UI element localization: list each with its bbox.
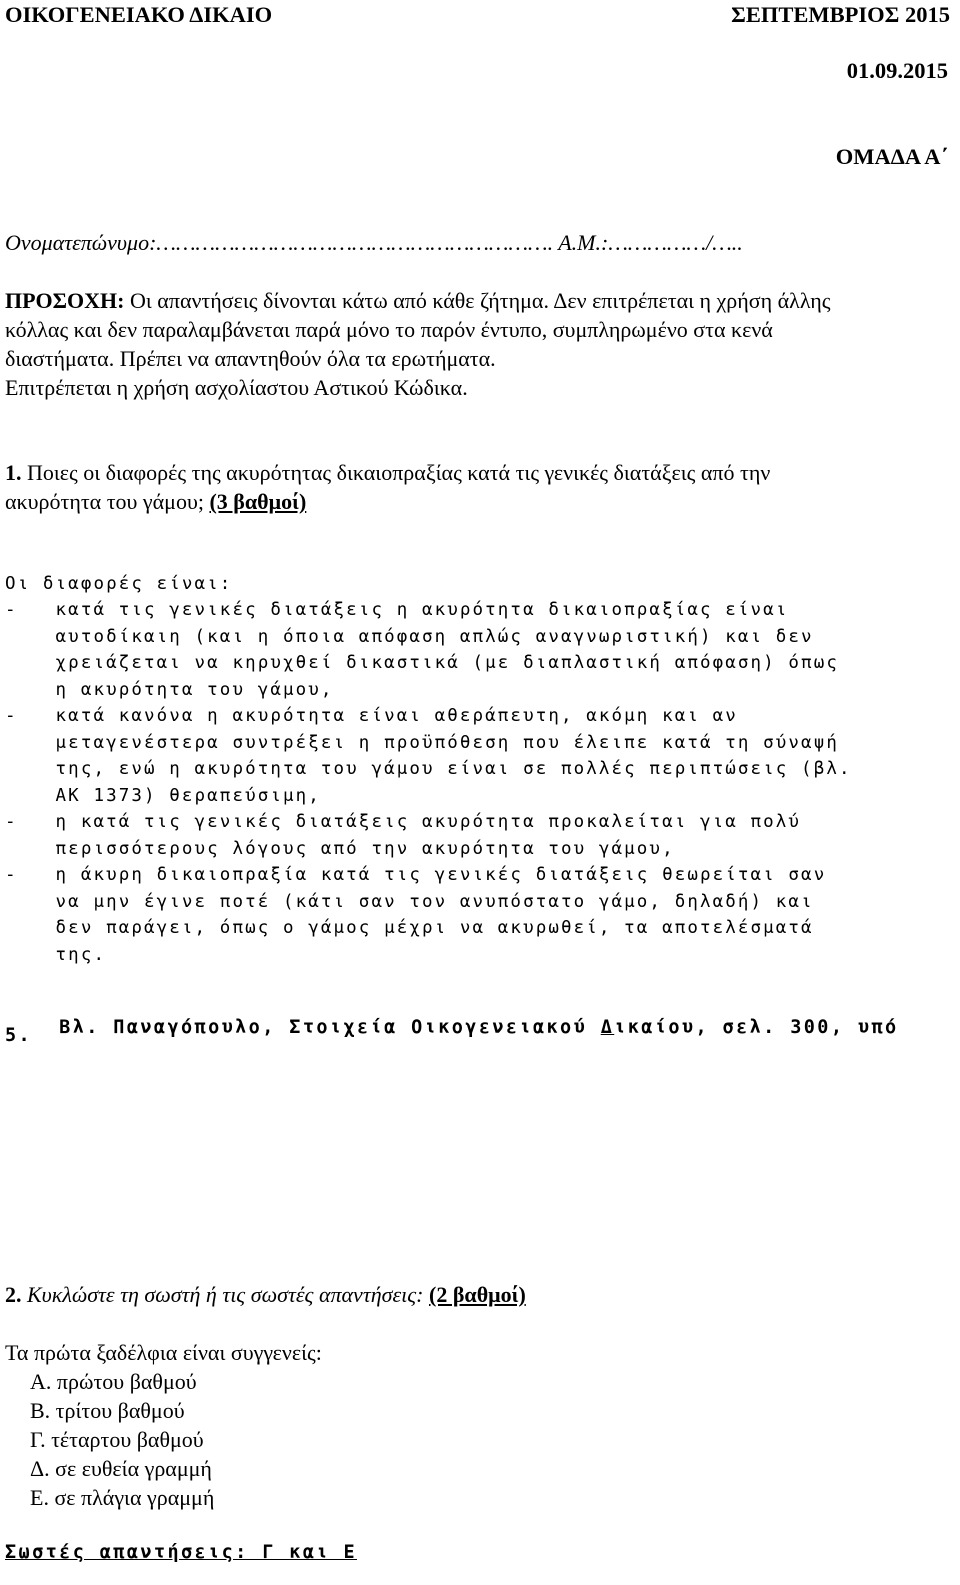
exam-date: 01.09.2015 [846,58,948,83]
q1-text-2: ακυρότητα του γάμου; [5,489,210,514]
q2-points: (2 βαθμοί) [429,1282,526,1307]
exam-month: ΣΕΠΤΕΜΒΡΙΟΣ 2015 [731,2,950,27]
student-name-field: Ονοματεπώνυμο:……………………………………………………. Α.Μ.:……………/….. [5,230,743,255]
q1-answer-line: μεταγενέστερα συντρέξει η προϋπόθεση που έλειπε κατά τη σύναψή [5,732,839,753]
notice-line-4: Επιτρέπεται η χρήση ασχολίαστου Αστικού Κώδικα. [5,375,468,400]
q2-number: 2. [5,1282,22,1307]
q2-instruction: Κυκλώστε τη σωστή ή τις σωστές απαντήσεις: [21,1282,429,1307]
q1-reference-rest: ικαίου, σελ. 300, υπό [614,1017,899,1038]
group-label: ΟΜΑΔΑ Α΄ [835,144,948,169]
q1-text-1: Ποιες οι διαφορές της ακυρότητας δικαιοπραξίας κατά τις γενικές διατάξεις από την [21,460,771,485]
q2-option-e: Ε. σε πλάγια γραμμή [30,1485,215,1510]
notice-line-1 [5,288,831,314]
q1-answer-line: χρειάζεται να κηρυχθεί δικαστικά (με διαπλαστική απόφαση) όπως [5,653,839,673]
q2-answer: Σωστές απαντήσεις: Γ και Ε [5,1542,357,1563]
q1-answer-line: - κατά κανόνα η ακυρότητα είναι αθεράπευτη, ακόμη και αν [5,706,738,726]
q1-answer-line: της. [5,944,107,965]
q1-reference [5,996,899,1059]
q1-line-1 [5,460,770,486]
q2-option-c: Γ. τέταρτου βαθμού [30,1427,204,1452]
q2-stem: Τα πρώτα ξαδέλφια είναι συγγενείς: [5,1340,322,1365]
q1-answer-line: - η κατά τις γενικές διατάξεις ακυρότητα προκαλείται για πολύ [5,812,802,832]
q1-answer-line: η ακυρότητα του γάμου, [5,679,334,700]
q1-answer-line: της, ενώ η ακυρότητα του γάμου είναι σε πολλές περιπτώσεις (βλ. [5,759,852,779]
q1-answer-line: να μην έγινε ποτέ (κάτι σαν τον ανυπόστατο γάμο, δηλαδή) και [5,891,814,912]
q1-answer-line: ΑΚ 1373) θεραπεύσιμη, [5,785,321,806]
q1-line-2 [5,489,306,515]
notice-text-1: Οι απαντήσεις δίνονται κάτω από κάθε ζήτημα. Δεν επιτρέπεται η χρήση άλλης [124,288,831,313]
q1-answer-line: δεν παράγει, όπως ο γάμος μέχρι να ακυρωθεί, τα αποτελέσματά [5,918,814,938]
notice-label: ΠΡΟΣΟΧΗ: [5,288,125,313]
q1-answer-line: - η άκυρη δικαιοπραξία κατά τις γενικές διατάξεις θεωρείται σαν [5,865,827,885]
q1-points: (3 βαθμοί) [209,489,307,514]
q1-reference-underlined: Δ [600,1017,615,1038]
course-title: ΟΙΚΟΓΕΝΕΙΑΚΟ ΔΙΚΑΙΟ [5,2,273,27]
q1-answer-line: περισσότερους λόγους από την ακυρότητα του γάμου, [5,838,675,859]
notice-line-2: κόλλας και δεν παραλαμβάνεται παρά μόνο το παρόν έντυπο, συμπληρωμένο στα κενά [5,317,773,342]
q1-reference-line-2: 5. [5,1025,33,1046]
q1-reference-prefix: Βλ. Παναγόπουλο, Στοιχεία Οικογενειακού [59,1017,601,1038]
notice-line-3: διαστήματα. Πρέπει να απαντηθούν όλα τα ερωτήματα. [5,346,496,371]
q2-option-b: Β. τρίτου βαθμού [30,1398,185,1423]
q1-answer-intro: Οι διαφορές είναι: [5,574,233,594]
q2-line [5,1282,526,1308]
q1-answer-line: αυτοδίκαιη (και η όποια απόφαση απλώς αναγνωριστική) και δεν [5,626,814,647]
q1-answer-line: - κατά τις γενικές διατάξεις η ακυρότητα δικαιοπραξίας είναι [5,600,789,620]
q2-option-d: Δ. σε ευθεία γραμμή [30,1456,212,1481]
q1-number: 1. [5,460,22,485]
q2-option-a: Α. πρώτου βαθμού [30,1369,197,1394]
